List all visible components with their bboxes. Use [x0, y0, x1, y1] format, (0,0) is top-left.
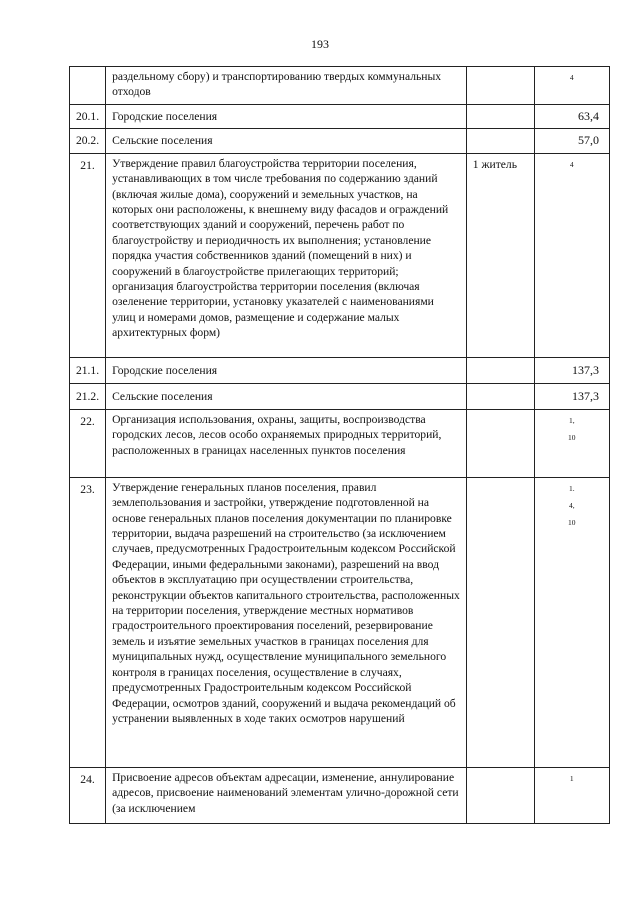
row-number: 21. [70, 153, 106, 357]
norms-table [69, 66, 610, 824]
table-row [70, 105, 610, 129]
row-number: 24. [70, 767, 106, 823]
value-text: 137,3 [572, 388, 599, 403]
row-description: Сельские поселения [106, 383, 467, 409]
footnote-ref: 10 [568, 517, 576, 527]
row-description: Сельские поселения [106, 129, 467, 153]
row-description: Городские поселения [106, 105, 467, 129]
row-notes [534, 477, 609, 767]
row-notes [534, 67, 609, 105]
row-unit: 1 житель [466, 153, 534, 357]
row-unit [466, 409, 534, 477]
footnote-ref: 4, [568, 500, 575, 510]
row-value [534, 129, 609, 153]
row-description: Утверждение правил благоустройства территории поселения, устанавливающих в том числе требования по содержанию зданий (включая жилые дома), сооружений и земельных участков, на которых они расположены, к внешнему виду фасадов и ограждений соответствующих зданий и сооружений, перечень работ по благоустройству и периодичность их выполнения; установление порядка участия собственников зданий (помещений в них) и сооружений в благоустройстве прилегающих территорий; организация благоустройства территории поселения (включая озеленение территории, установку указателей с наименованиями улиц и номерами домов, размещение и содержание малых архитектурных форм) [106, 153, 467, 357]
table-row [70, 129, 610, 153]
row-unit [466, 477, 534, 767]
row-unit [466, 129, 534, 153]
table-row [70, 477, 610, 767]
table-row [70, 383, 610, 409]
table-row [70, 767, 610, 823]
row-notes [534, 153, 609, 357]
row-notes [534, 767, 609, 823]
row-notes [534, 409, 609, 477]
value-text: 137,3 [572, 362, 599, 377]
row-value [534, 357, 609, 383]
row-description: Организация использования, охраны, защиты, воспроизводства городских лесов, лесов особо охраняемых природных территорий, расположенных в границах населенных пунктов поселения [106, 409, 467, 477]
row-value [534, 105, 609, 129]
footnote-ref: 1 [569, 773, 574, 783]
row-number: 20.2. [70, 129, 106, 153]
footnote-ref: 4 [569, 73, 574, 82]
row-unit [466, 357, 534, 383]
row-number: 21.2. [70, 383, 106, 409]
row-description: Утверждение генеральных планов поселения, правил землепользования и застройки, утверждение подготовленной на основе генеральных планов поселения документации по планировке территории, выдача разрешений на строительство (за исключением случаев, предусмотренных Градостроительным кодексом Российской Федерации, иными федеральными законами), разрешений на ввод объектов в эксплуатацию при осуществлении строительства, реконструкции объектов капитального строительства, расположенных на территории поселения, утверждение местных нормативов градостроительного проектирования поселений, резервирование земель и изъятие земельных участков в границах поселения для муниципальных нужд, осуществление муниципального земельного контроля в границах поселения, осуществление в случаях, предусмотренных Градостроительным кодексом Российской Федерации, осмотров зданий, сооружений и выдача рекомендаций об устранении выявленных в ходе таких осмотров нарушений [106, 477, 467, 767]
page-number: 193 [311, 37, 329, 51]
row-unit [466, 767, 534, 823]
footnote-ref: 10 [568, 432, 576, 442]
row-description: раздельному сбору) и транспортированию твердых коммунальных отходов [106, 67, 467, 105]
row-number [70, 67, 106, 105]
row-unit [466, 383, 534, 409]
row-unit [466, 105, 534, 129]
row-description: Присвоение адресов объектам адресации, изменение, аннулирование адресов, присвоение наименований элементам улично-дорожной сети (за исключением [106, 767, 467, 823]
row-description: Городские поселения [106, 357, 467, 383]
footnote-ref: 1. [568, 483, 575, 493]
table-row [70, 357, 610, 383]
row-unit [466, 67, 534, 105]
footnote-ref: 1, [568, 415, 575, 425]
row-number: 22. [70, 409, 106, 477]
footnote-ref: 4 [569, 159, 574, 169]
value-text: 57,0 [578, 133, 599, 148]
value-text: 63,4 [578, 109, 599, 123]
row-number: 21.1. [70, 357, 106, 383]
row-number: 23. [70, 477, 106, 767]
table-row [70, 153, 610, 357]
row-number: 20.1. [70, 105, 106, 129]
table-row [70, 409, 610, 477]
row-value [534, 383, 609, 409]
table-row [70, 67, 610, 105]
